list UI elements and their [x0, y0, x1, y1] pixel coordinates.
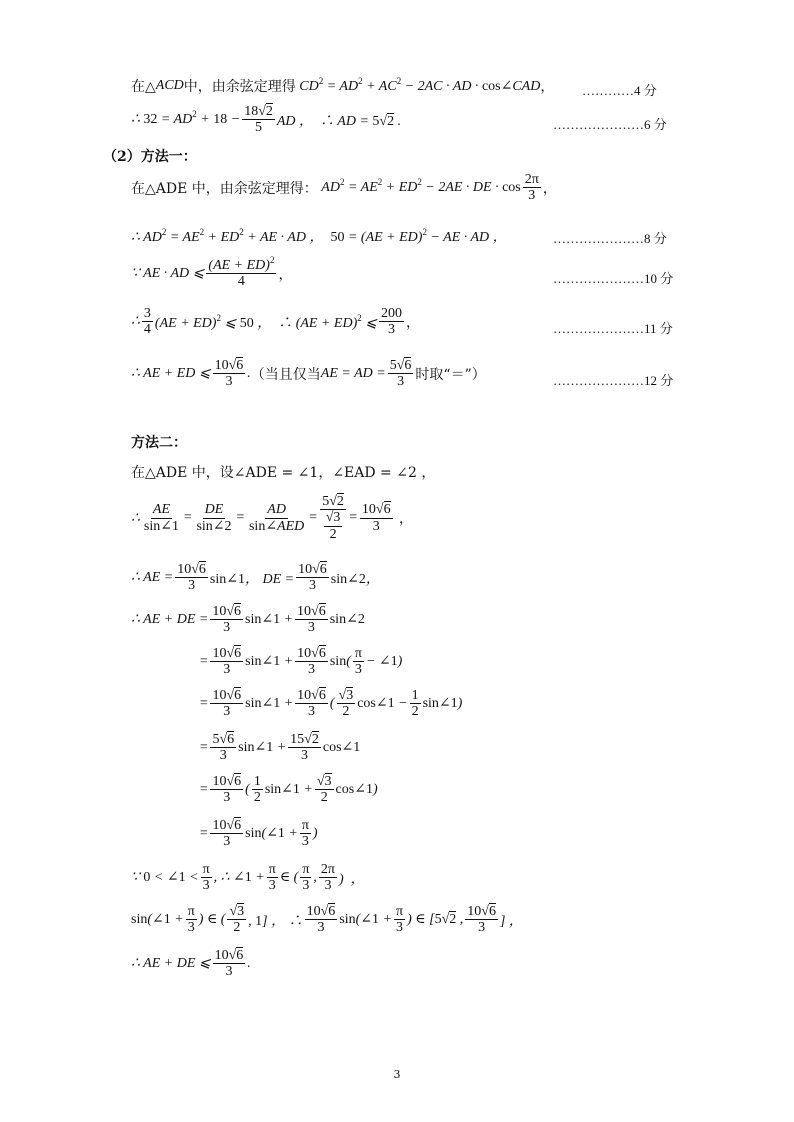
m2-line11: sin(∠1 + $\frac{\pi}{3}$ ) ∈ ( $\frac{√3}{2}$ , 1] ， ∴ $\frac{10√6}{3}$ sin(∠1 + $\frac{\pi}{3}$ ) ∈ [5√2 , $\frac{10√6}{3}$ ] ，	[131, 904, 523, 936]
score-8: …………………8 分	[553, 231, 667, 246]
m2-line7: = $\frac{5√6}{3}$ sin∠1 + $\frac{15√2}{3}$ cos∠1	[199, 732, 361, 764]
score-11: …………………11 分	[553, 321, 673, 336]
part2-label: （2）方法一：	[103, 149, 197, 165]
m1-line3: ∵ AE · AD ⩽ $\frac{(AE + ED)^2}{4}$ ，	[131, 255, 293, 290]
score-6-visible: …………………6 分	[553, 117, 667, 132]
m2-line6: = $\frac{10√6}{3}$ sin∠1 + $\frac{10√6}{3}$ ( $\frac{√3}{2}$ cos∠1 − $\frac{1}{2}$ sin∠1)	[199, 688, 463, 720]
page-number: 3	[393, 1068, 401, 1081]
score-12: …………………12 分	[553, 373, 674, 388]
m2-line12: ∴ AE + DE ⩽ $\frac{10√6}{3}$ .	[131, 948, 251, 980]
m1-line2: ∴ $AD^2 = AE^2 + ED^2$ + AE · AD ， 50 = (AE + ED)$^2$ − AE · AD ，	[131, 227, 507, 245]
m2-line5: = $\frac{10√6}{3}$ sin∠1 + $\frac{10√6}{3}$ sin( $\frac{\pi}{3}$ − ∠1)	[199, 646, 403, 678]
text-in-triangle: 在△	[131, 79, 156, 95]
m2-line1: 在△ADE 中，设∠ADE = ∠1，∠EAD = ∠2 ，	[131, 465, 436, 481]
method2-label: 方法二：	[131, 435, 187, 451]
m2-line2: ∴ $\frac{AE}{\sin\angle 1}$ = $\frac{DE}{\sin\angle 2}$ = $\frac{AD}{\text{sin∠AED}}$ = $\frac{5√2}{\frac{√3}{2}}$ = $\frac{10√6}{3}$ ，	[131, 494, 414, 542]
m1-line5: ∴ AE + ED ⩽ $\frac{10√6}{3}$ . （当且仅当 AE = AD = $\frac{5√6}{3}$ 时取“＝”）	[131, 358, 486, 390]
m2-line10: ∵ 0 < ∠1 < $\frac{\pi}{3}$ , ∴ ∠1 + $\frac{\pi}{3}$ ∈ ( $\frac{\pi}{3}$ , $\frac{2\pi}{3}$ ) ，	[131, 862, 365, 894]
line-cosine-acd: 在△ ACD 中，由余弦定理得 $CD^2 = AD^2 + AC^2 - 2AC$ · AD · cos∠CAD ，	[131, 75, 555, 95]
m2-line4: ∴ AE + DE = $\frac{10√6}{3}$ sin∠1 + $\frac{10√6}{3}$ sin∠2	[131, 604, 365, 636]
score-10: …………………10 分	[553, 271, 674, 286]
m2-line9: = $\frac{10√6}{3}$ sin(∠1 + $\frac{\pi}{3}$ )	[199, 818, 318, 850]
m1-line1: 在△ADE 中，由余弦定理得： $AD^2 = AE^2 + ED^2 - 2AE$ · DE · cos $\frac{2\pi}{3}$ ，	[131, 172, 557, 204]
m2-line8: = $\frac{10√6}{3}$ ( $\frac{1}{2}$ sin∠1 + $\frac{√3}{2}$ cos∠1)	[199, 774, 378, 806]
text-cosine-law: 中，由余弦定理得	[183, 79, 296, 95]
m2-line3: ∴ AE = $\frac{10√6}{3}$ sin∠1， DE = $\frac{10√6}{3}$ sin∠2，	[131, 562, 380, 594]
score-4: …………4 分	[582, 83, 657, 98]
m1-line4: ∴ $\frac{3}{4}$ (AE + ED)$^2$ ⩽ 50 ， ∴ (AE + ED)$^2$ ⩽ $\frac{200}{3}$ ，	[131, 306, 420, 338]
line-solve-ad: ∴ $32 = AD^2 + 18$ − $\frac{18√2}{5}$ AD ， ∴ AD = 5√2 .	[131, 104, 402, 136]
